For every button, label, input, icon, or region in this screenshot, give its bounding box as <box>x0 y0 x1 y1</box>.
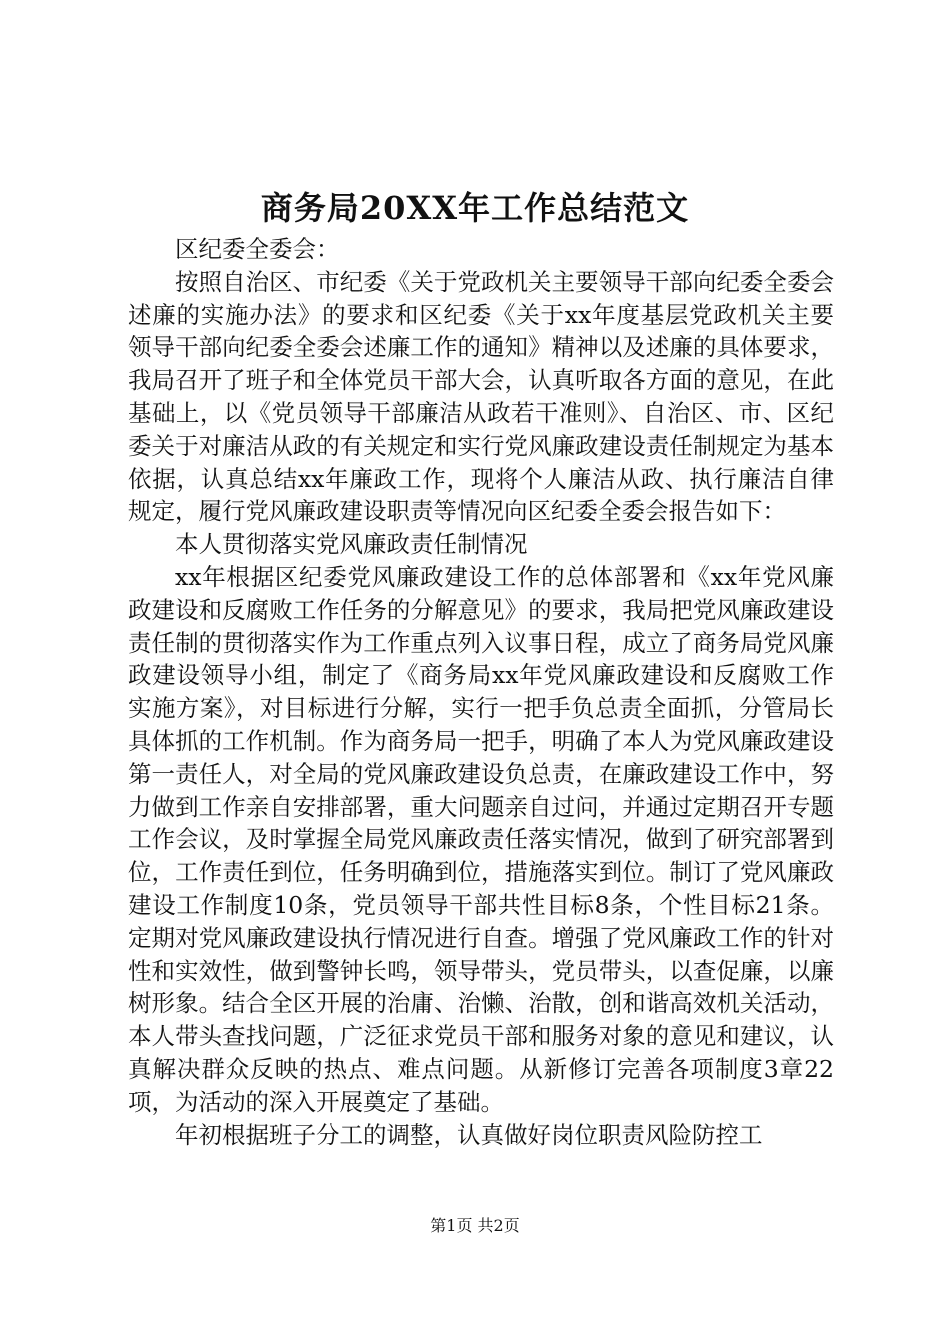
document-body <box>128 233 834 1151</box>
section-heading: 本人贯彻落实党风廉政责任制情况 <box>175 530 528 559</box>
salutation: 区纪委全委会： <box>175 235 340 263</box>
paragraph-intro: 按照自治区、市纪委《关于党政机关主要领导干部向纪委全委会述廉的实施办法》的要求和区纪委《关于xx年度基层党政机关主要领导干部向纪委全委会述廉工作的通知》精神以及述廉的具体要求，我局召开了班子和全体党员干部大会，认真听取各方面的意见，在此基础上，以《党员领导干部廉洁从政若干准则》、自治区、市、区纪委关于对廉洁从政的有关规定和实行党风廉政建设责任制规定为基本依据，认真总结xx年廉政工作，现将个人廉洁从政、执行廉洁自律规定，履行党风廉政建设职责等情况向区纪委全委会报告如下： <box>128 267 834 526</box>
page-footer: 第1页 共2页 <box>430 1216 520 1235</box>
paragraph-responsibility: xx年根据区纪委党风廉政建设工作的总体部署和《xx年党风廉政建设和反腐败工作任务的分解意见》的要求，我局把党风廉政建设责任制的贯彻落实作为工作重点列入议事日程，成立了商务局党风廉政建设领导小组，制定了《商务局xx年党风廉政建设和反腐败工作实施方案》，对目标进行分解，实行一把手负总责全面抓，分管局长具体抓的工作机制。作为商务局一把手，明确了本人为党风廉政建设第一责任人，对全局的党风廉政建设负总责，在廉政建设工作中，努力做到工作亲自安排部署，重大问题亲自过问，并通过定期召开专题工作会议，及时掌握全局党风廉政责任落实情况，做到了研究部署到位，工作责任到位，任务明确到位，措施落实到位。制订了党风廉政建设工作制度10条，党员领导干部共性目标8条，个性目标21条。定期对党风廉政建设执行情况进行自查。增强了党风廉政工作的针对性和实效性，做到警钟长鸣，领导带头，党员带头，以查促廉，以廉树形象。结合全区开展的治庸、治懒、治散，创和谐高效机关活动，本人带头查找问题，广泛征求党员干部和服务对象的意见和建议，认真解决群众反映的热点、难点问题。从新修订完善各项制度3章22项，为活动的深入开展奠定了基础。 <box>128 562 834 1116</box>
paragraph-continued: 年初根据班子分工的调整，认真做好岗位职责风险防控工 <box>175 1120 763 1149</box>
document-title: 商务局20XX年工作总结范文 <box>260 189 690 227</box>
